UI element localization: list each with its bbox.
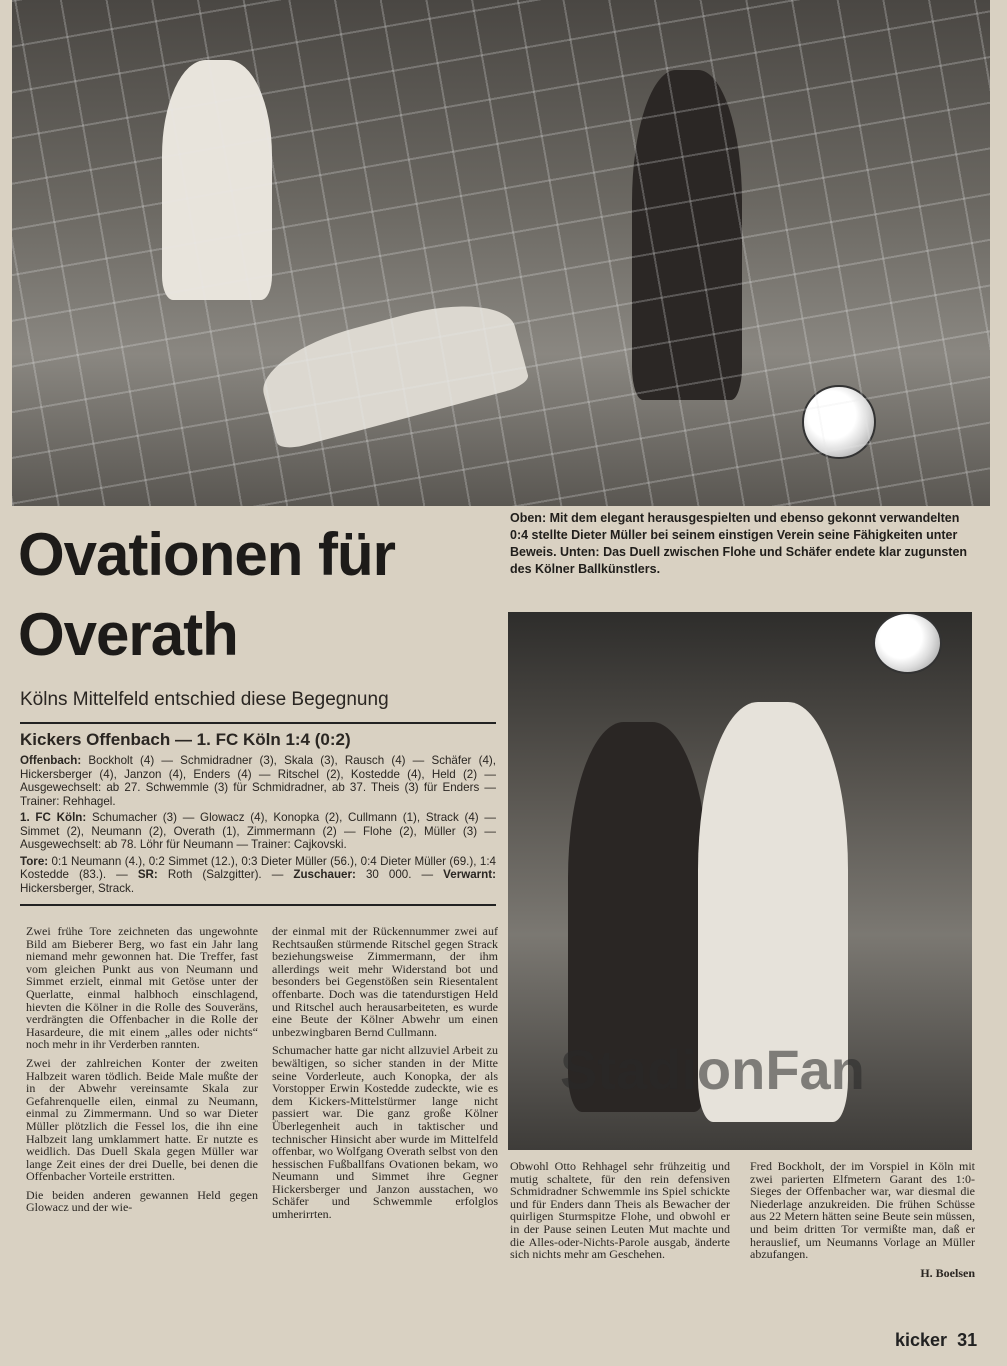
article-column-4 [750, 1160, 975, 1279]
paragraph: Obwohl Otto Rehhagel sehr frühzeitig und mutig schaltete, für den rein defensiven Schmidradner Schwemmle ins Spiel schickte und für Enders dann Theis als Bewacher der quirligen Sturmspitze Flohe, und obwohl er in der Pause seinen Leuten Mut machte und die Alles-oder-Nichts-Parole ausgab, änderte sich nichts mehr am Geschehen. [510, 1159, 730, 1262]
label: Verwarnt: [443, 868, 496, 881]
attendance-text: 30 000. — [365, 868, 434, 881]
paragraph: Fred Bockholt, der im Vorspiel in Köln mit zwei parierten Elfmetern Garant des 1:0-Sieges der Offenbacher war, war diesmal die Niederlage anzukreiden. Die frühen Schüsse aus 22 Metern hätten seine Beute sein müssen, und beim dritten Tor vermißte man, daß er herauslief, um Neumanns Vorlage an Müller abzufangen. [750, 1159, 975, 1262]
paragraph: Die beiden anderen gewannen Held gegen Glowacz und der wie- [26, 1187, 258, 1215]
lineup-text: Schumacher (3) — Glowacz (4), Konopka (2), Cullmann (1), Strack (4) — Simmet (2), Neumann (2), Overath (1), Zimmermann (2) — Flohe (2), Müller (3) — Ausgewechselt: ab 78. Löhr für Neumann — Trainer: Cajkovski. [20, 811, 496, 851]
lineup-offenbach [20, 754, 496, 808]
goals-text: 0:1 Neumann (4.), 0:2 Simmet (12.), 0:3 Dieter Müller (56.), 0:4 Dieter Müller (69.), 1:4 Kostedde (83.). — [20, 854, 496, 881]
goal-net [12, 0, 990, 506]
football [873, 612, 942, 674]
label: Offenbach: [20, 754, 82, 767]
headline-line1: Ovationen für [18, 521, 396, 588]
match-title: Kickers Offenbach — 1. FC Köln 1:4 (0:2) [20, 730, 351, 749]
label: 1. FC Köln: [20, 811, 87, 824]
article-column-2 [272, 925, 498, 1227]
label: Tore: [20, 854, 49, 868]
headline [18, 515, 498, 675]
page-number: 31 [957, 1330, 978, 1350]
label: Zuschauer: [293, 868, 356, 881]
article-column-3 [510, 1160, 730, 1267]
paragraph: der einmal mit der Rückennummer zwei auf Rechtsaußen stürmende Ritschel gegen Strack beziehungsweise Zimmermann, der ihm allerdings weit mehr Widerstand bot und besonders bei Gegenstößen sein Riesentalent offenbarte. Doch was die tatendurstigen Held und Ritschel auch herausarbeiteten, es wurde eine Beute der Kölner Abwehr um einen unbezwingbaren Bernd Cullmann. [272, 924, 498, 1039]
paragraph: Zwei der zahlreichen Konter der zweiten Halbzeit waren tödlich. Beide Male mußte der in der Abwehr vereinsamte Skala zur Gefahrenquelle eilen, einmal zu Neumann, einmal zu Zimmermann. Und so war Dieter Müller plötzlich die Fessel los, die ihn eine Halbzeit lang umklammert hatte. Er nutzte es weidlich. Das Duell Skala gegen Müller war lange Zeit eines der drei Duelle, bei denen die Offenbacher Vorteile erstritten. [26, 1055, 258, 1184]
subheadline: Kölns Mittelfeld entschied diese Begegnung [20, 689, 389, 710]
page-footer [895, 1330, 977, 1351]
match-summary-box [20, 722, 496, 906]
magazine-name: kicker [895, 1330, 948, 1350]
watermark: StadionFan [560, 1038, 865, 1101]
match-facts [20, 855, 496, 896]
headline-line2: Overath [18, 601, 238, 668]
paragraph: Zwei frühe Tore zeichneten das ungewohnte Bild am Bieberer Berg, wo fast ein Jahr lang niemand mehr gewonnen hat. Die Treffer, fast vom gleichen Punkt aus von Neumann und Simmet erzielt, einmal mit Getöse unter der Querlatte, einmal halbhoch einschlagend, hievten die Kölner in die Rolle des Souveräns, verdrängten die Offenbacher in die Rolle der Hasardeure, die mit einem „alles oder nichts“ noch mehr in ihr Verderben rannten. [26, 924, 258, 1052]
label: SR: [137, 868, 158, 881]
author-signature: H. Boelsen [920, 1265, 975, 1280]
cautions-text: Hickersberger, Strack. [20, 881, 135, 895]
lineup-text: Bockholt (4) — Schmidradner (3), Skala (3), Rausch (4) — Schäfer (4), Hickersberger (4), Janzon (4), Enders (4) — Ritschel (2), Kostedde (4), Held (2) — Ausgewechselt: ab 27. Schwemmle (3) für Schmidradner, ab 37. Theis (3) für Enders — Trainer: Rehhagel. [20, 754, 496, 808]
paragraph: Schumacher hatte gar nicht allzuviel Arbeit zu bewältigen, so sicher standen in der Mitte seine Vorderleute, auch Konopka, der als Vorstopper Erwin Kostedde zudeckte, wie es dem Kickers-Mittelstürmer lange nicht passiert war. Die ganz große Kölner Überlegenheit auch in taktischer und technischer Hinsicht aber wurde im Mittelfeld offenbar, wo Wolfgang Overath selbst von den hessischen Fußballfans Ovationen bekam, wo Neumann und Simmet ihre Gegner Hickersberger und Janzon ausstachen, wo Schäfer und Schwemmle erfolglos umherirrten. [272, 1043, 498, 1222]
referee-text: Roth (Salzgitter). — [167, 868, 284, 881]
photo-caption: Oben: Mit dem elegant herausgespielten und ebenso gekonnt verwandelten 0:4 stellte Dieter Müller bei seinem einstigen Verein seine Fähigkeiten unter Beweis. Unten: Das Duell zwischen Flohe und Schäfer endete klar zugunsten des Kölner Ballkünstlers. [510, 511, 968, 576]
lineup-koeln [20, 811, 496, 852]
article-column-1 [26, 925, 258, 1220]
photo-goal-scene [12, 0, 990, 506]
